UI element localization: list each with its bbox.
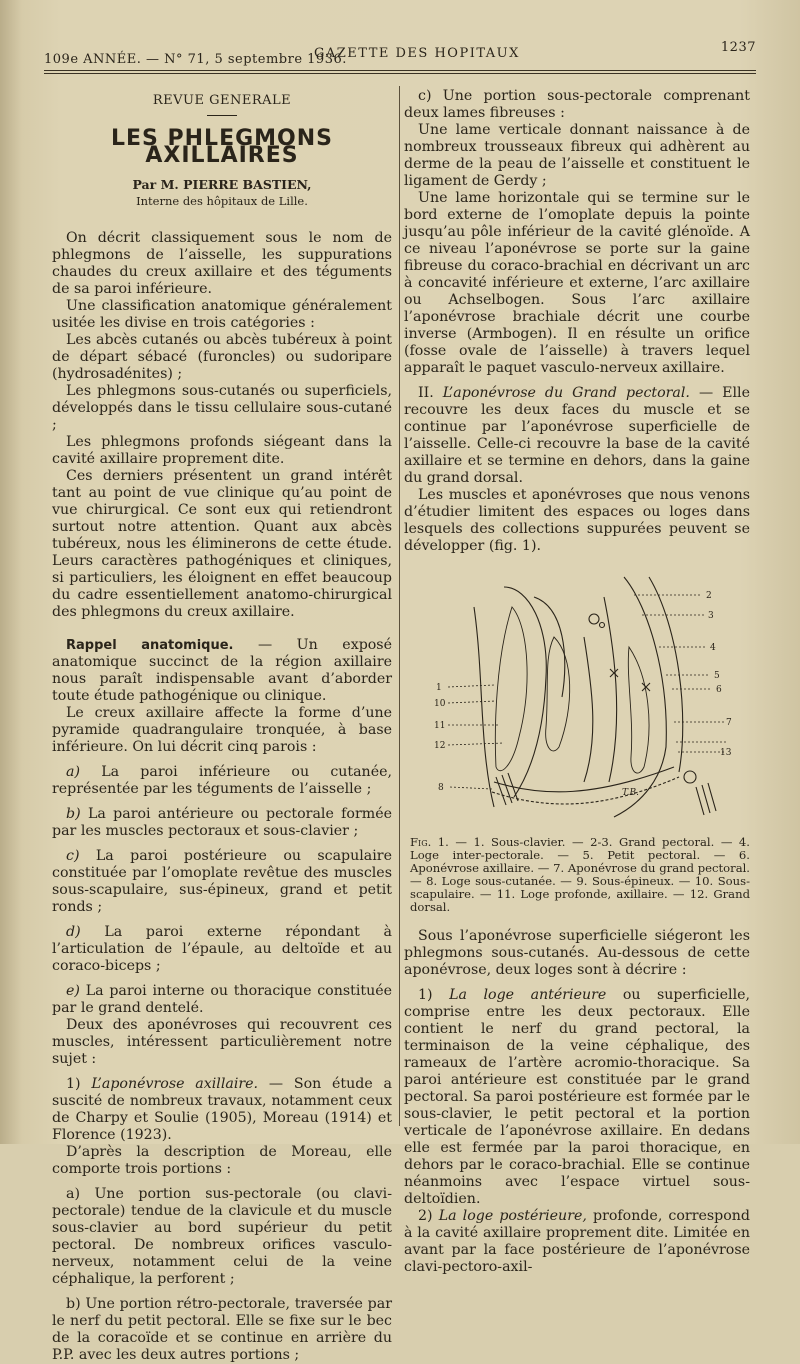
fig-label: 4 bbox=[710, 643, 716, 653]
author-affiliation: Interne des hôpitaux de Lille. bbox=[136, 194, 308, 208]
paragraph: b) Une portion rétro-pectorale, traversée par le nerf du petit pectoral. Elle se fixe sur le bec de la coracoïde et se continue en arrière du P.P. avec les deux autres portions ; bbox=[52, 1296, 392, 1363]
paragraph: a) Une portion sus-pectorale (ou clavi-pectorale) tendue de la clavicule et du muscle sous-clavier au bord supérieur du petit pectoral. De nombreux orifices vasculo-nerveux, notamment celui de la veine céphalique, la perforent ; bbox=[52, 1186, 392, 1287]
paragraph: Le creux axillaire affecte la forme d’une pyramide quadrangulaire tronquée, à base inférieure. On lui décrit cinq parois : bbox=[52, 705, 392, 755]
fig-label: 12 bbox=[434, 741, 446, 751]
paragraph: Ces derniers présentent un grand intérêt tant au point de vue clinique qu’au point de vue chirurgical. Ce sont eux qui retiendront surtout notre attention. Quant aux abcès tubéreux, nous les éliminerons de cette étude. Leurs caractères pathogéniques et cliniques, si particuliers, les éloignent en effet beaucoup du cadre essentiellement anatomo-chirurgical des phlegmons du creux axillaire. bbox=[52, 468, 392, 620]
paragraph: Deux des aponévroses qui recouvrent ces muscles, intéressent particulièrement notre sujet : bbox=[52, 1017, 392, 1067]
rappel-paragraph bbox=[52, 637, 392, 705]
fig-signature: T.B. bbox=[622, 788, 640, 798]
figure-caption: Fig. 1. — 1. Sous-clavier. — 2-3. Grand pectoral. — 4. Loge inter-pectorale. — 5. Petit pectoral. — 6. Aponévrose axillaire. — 7. Aponévrose du grand pectoral. — 8. Loge sous-cutanée. — 9. Sous-épineux. — 10. Sous-scapulaire. — 11. Loge profonde, axillaire. — 12. Grand dorsal. bbox=[410, 835, 750, 914]
section-rule bbox=[207, 115, 237, 116]
journal-name: GAZETTE DES HOPITAUX bbox=[314, 46, 520, 61]
paragraph: D’après la description de Moreau, elle comporte trois portions : bbox=[52, 1144, 392, 1177]
header-rule bbox=[44, 70, 756, 71]
fig-label: 6 bbox=[716, 685, 722, 695]
anatomical-figure bbox=[434, 567, 734, 832]
apo1-paragraph: 1) L’aponévrose axillaire. — Son étude a suscité de nombreux travaux, notamment ceux de Charpy et Soulie (1905), Moreau (1914) et Florence (1923). bbox=[52, 1076, 392, 1143]
paragraph: Les abcès cutanés ou abcès tubéreux à point de départ sébacé (furoncles) ou sudoripare (hydrosadénites) ; bbox=[52, 332, 392, 382]
wall-item: c) La paroi postérieure ou scapulaire constituée par l’omoplate revêtue des muscles sous-scapulaire, sus-épineux, grand et petit ronds ; bbox=[52, 848, 392, 915]
apo2-paragraph: II. L’aponévrose du Grand pectoral. — Elle recouvre les deux faces du muscle et se continue par l’aponévrose superficielle de l’aisselle. Celle-ci recouvre la base de la cavité axillaire et se termine en dehors, dans la gaine du grand dorsal. bbox=[404, 385, 750, 486]
paragraph: Une lame verticale donnant naissance à de nombreux trousseaux fibreux qui adhèrent au derme de la peau de l’aisselle et constituent le ligament de Gerdy ; bbox=[404, 122, 750, 189]
article-title: LES PHLEGMONS AXILLAIRES bbox=[110, 126, 334, 168]
wall-item: a) La paroi inférieure ou cutanée, représentée par les téguments de l’aisselle ; bbox=[52, 764, 392, 797]
paragraph: c) Une portion sous-pectorale comprenant deux lames fibreuses : bbox=[404, 88, 750, 121]
rappel-text: — Un exposé anatomique succinct de la région axillaire nous paraît indispensable avant d’aborder toute étude pathogénique ou clinique. bbox=[52, 637, 392, 704]
page-header bbox=[44, 40, 756, 68]
fig-label: 10 bbox=[434, 699, 446, 709]
paragraph: Les phlegmons sous-cutanés ou superficiels, développés dans le tissu cellulaire sous-cutané ; bbox=[52, 383, 392, 433]
fig-label: 8 bbox=[438, 783, 444, 793]
column-separator bbox=[399, 86, 400, 1126]
loge2-paragraph: 2) La loge postérieure, profonde, correspond à la cavité axillaire proprement dite. Limitée en avant par la face postérieure de l’aponévrose clavi-pectoro-axil- bbox=[404, 1208, 751, 1275]
wall-item: d) La paroi externe répondant à l’articulation de l’épaule, au deltoïde et au coraco-biceps ; bbox=[52, 924, 392, 974]
fig-label: 1 bbox=[436, 683, 442, 693]
loge1-paragraph: 1) La loge antérieure ou superficielle, comprise entre les deux pectoraux. Elle contient le nerf du grand pectoral, la terminaison de la veine céphalique, des rameaux de l’artère acromio-thoracique. Sa paroi antérieure est constituée par le grand pectoral. Sa paroi postérieure est formée par le sous-clavier, le petit pectoral et la portion verticale de l’aponévrose axillaire. En dedans elle est fermée par la paroi thoracique, en dehors par le coraco-brachial. Elle se continue néanmoins avec l’espace virtuel sous-deltoïdien. bbox=[404, 987, 751, 1207]
wall-item: b) La paroi antérieure ou pectorale formée par les muscles pectoraux et sous-clavier ; bbox=[52, 806, 392, 839]
fig-label: 5 bbox=[714, 671, 720, 681]
author-line: Par M. PIERRE BASTIEN, bbox=[132, 177, 312, 192]
paragraph: Les phlegmons profonds siégeant dans la cavité axillaire proprement dite. bbox=[52, 434, 392, 467]
axilla-cross-section-drawing bbox=[434, 567, 734, 832]
fig-label: 11 bbox=[434, 721, 446, 731]
rappel-heading: Rappel anatomique. bbox=[66, 638, 234, 653]
section-heading: REVUE GENERALE bbox=[152, 93, 292, 108]
header-rule-double bbox=[44, 73, 756, 74]
fig-label: 2 bbox=[706, 591, 712, 601]
paragraph: Sous l’aponévrose superficielle siégeront les phlegmons sous-cutanés. Au-dessous de cette aponévrose, deux loges sont à décrire : bbox=[404, 928, 750, 978]
fig-label: 3 bbox=[708, 611, 714, 621]
paragraph: Une lame horizontale qui se termine sur le bord externe de l’omoplate depuis la pointe jusqu’au pôle inférieur de la cavité glénoïde. A ce niveau l’aponévrose se porte sur la gaine fibreuse du coraco-brachial en décrivant un arc à concavité inférieure et externe, l’arc axillaire ou Achselbogen. Sous l’arc axillaire l’aponévrose brachiale décrit une courbe inverse (Armbogen). Il en résulte un orifice (fosse ovale de l’aisselle) à travers lequel apparaît le paquet vasculo-nerveux axillaire. bbox=[404, 190, 750, 376]
issue-info: 109e ANNÉE. — N° 71, 5 septembre 1936. bbox=[44, 52, 347, 67]
page-number: 1237 bbox=[720, 40, 756, 55]
fig-label: 7 bbox=[726, 718, 732, 728]
paragraph: On décrit classiquement sous le nom de phlegmons de l’aisselle, les suppurations chaudes du creux axillaire et des téguments de sa paroi inférieure. bbox=[52, 230, 392, 297]
left-column bbox=[52, 92, 392, 1364]
right-column bbox=[404, 88, 750, 1276]
paragraph: Une classification anatomique généralement usitée les divise en trois catégories : bbox=[52, 298, 392, 331]
wall-item: e) La paroi interne ou thoracique constituée par le grand dentelé. bbox=[52, 983, 392, 1016]
paragraph: Les muscles et aponévroses que nous venons d’étudier limitent des espaces ou loges dans lesquels des collections suppurées peuvent se développer (fig. 1). bbox=[404, 487, 750, 554]
fig-label: 13 bbox=[720, 748, 732, 758]
